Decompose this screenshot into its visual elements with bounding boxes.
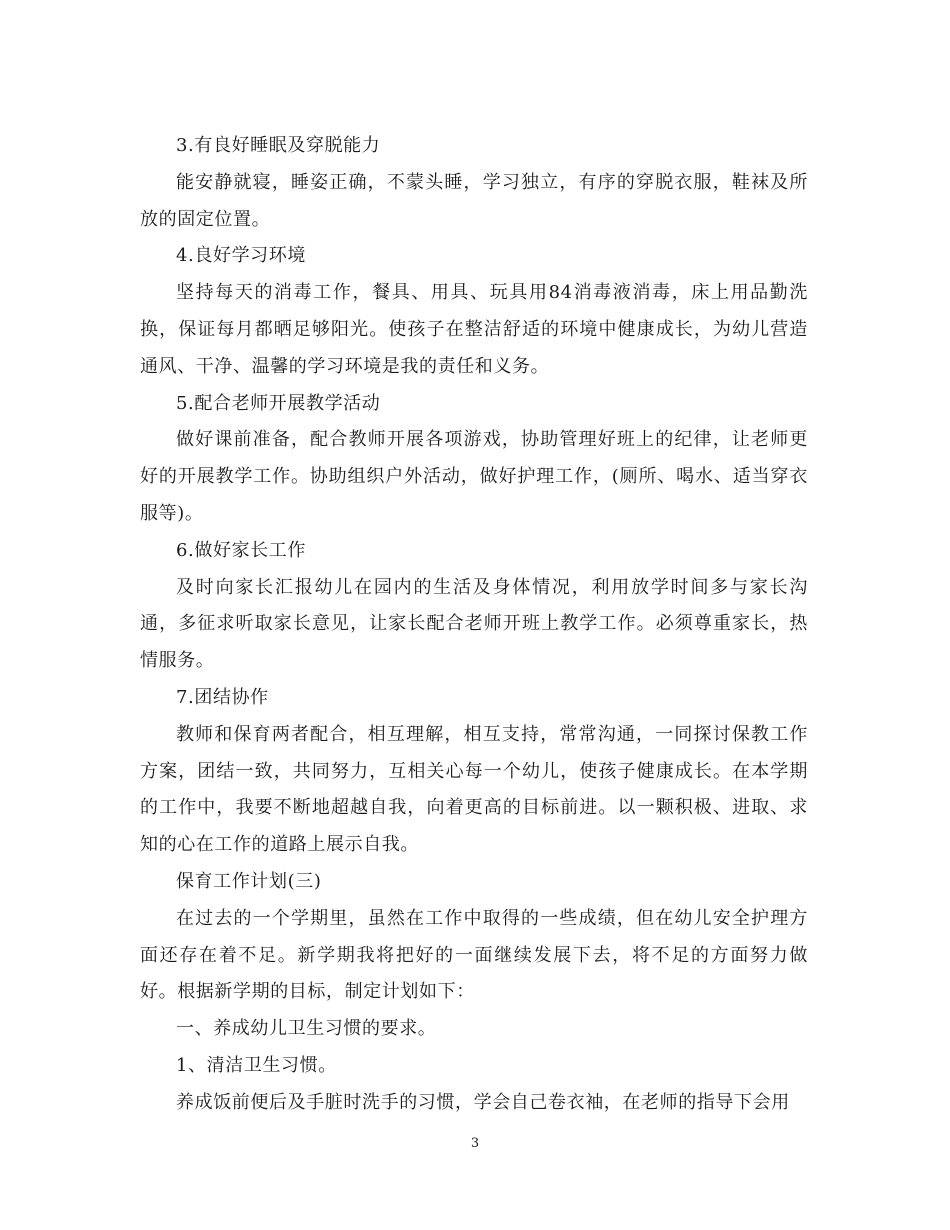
body-paragraph: 及时向家长汇报幼儿在园内的生活及身体情况，利用放学时间多与家长沟通，多征求听取家长意见，让家长配合老师开班上教学工作。必须尊重家长，热情服务。 (140, 576, 808, 672)
document-body (140, 128, 808, 1122)
plan-title: 保育工作计划(三) (176, 870, 322, 892)
section-heading-teamwork: 7.团结协作 (176, 686, 269, 708)
page-number: 3 (470, 1136, 480, 1151)
section-heading-environment: 4.良好学习环境 (176, 245, 306, 267)
section-heading-sleep: 3.有良好睡眠及穿脱能力 (176, 135, 381, 156)
section-heading-parents: 6.做好家长工作 (176, 539, 306, 561)
body-paragraph: 坚持每天的消毒工作，餐具、用具、玩具用84消毒液消毒，床上用品勤洗换，保证每月都晒足够阳光。使孩子在整洁舒适的环境中健康成长，为幼儿营造通风、干净、温馨的学习环境是我的责任和义务。 (140, 282, 808, 377)
section-heading-hygiene: 一、养成幼儿卫生习惯的要求。 (176, 1018, 437, 1040)
subsection-heading-cleanliness: 1、清洁卫生习惯。 (176, 1054, 337, 1076)
body-paragraph: 做好课前准备，配合教师开展各项游戏，协助管理好班上的纪律，让老师更好的开展教学工作。协助组织户外活动，做好护理工作，(厕所、喝水、适当穿衣服等)。 (140, 429, 808, 524)
body-paragraph: 能安静就寝，睡姿正确，不蒙头睡，学习独立，有序的穿脱衣服，鞋袜及所放的固定位置。 (140, 171, 808, 230)
body-paragraph: 在过去的一个学期里，虽然在工作中取得的一些成绩，但在幼儿安全护理方面还存在着不足。新学期我将把好的一面继续发展下去，将不足的方面努力做好。根据新学期的目标，制定计划如下： (140, 907, 808, 1003)
body-paragraph: 养成饭前便后及手脏时洗手的习惯，学会自己卷衣袖，在老师的指导下会用 (176, 1091, 790, 1113)
body-paragraph: 教师和保育两者配合，相互理解，相互支持，常常沟通，一同探讨保教工作方案，团结一致，共同努力，互相关心每一个幼儿，使孩子健康成长。在本学期的工作中，我要不断地超越自我，向着更高的目标前进。以一颗积极、进取、求知的心在工作的道路上展示自我。 (140, 723, 808, 856)
section-heading-teaching: 5.配合老师开展教学活动 (176, 392, 381, 414)
